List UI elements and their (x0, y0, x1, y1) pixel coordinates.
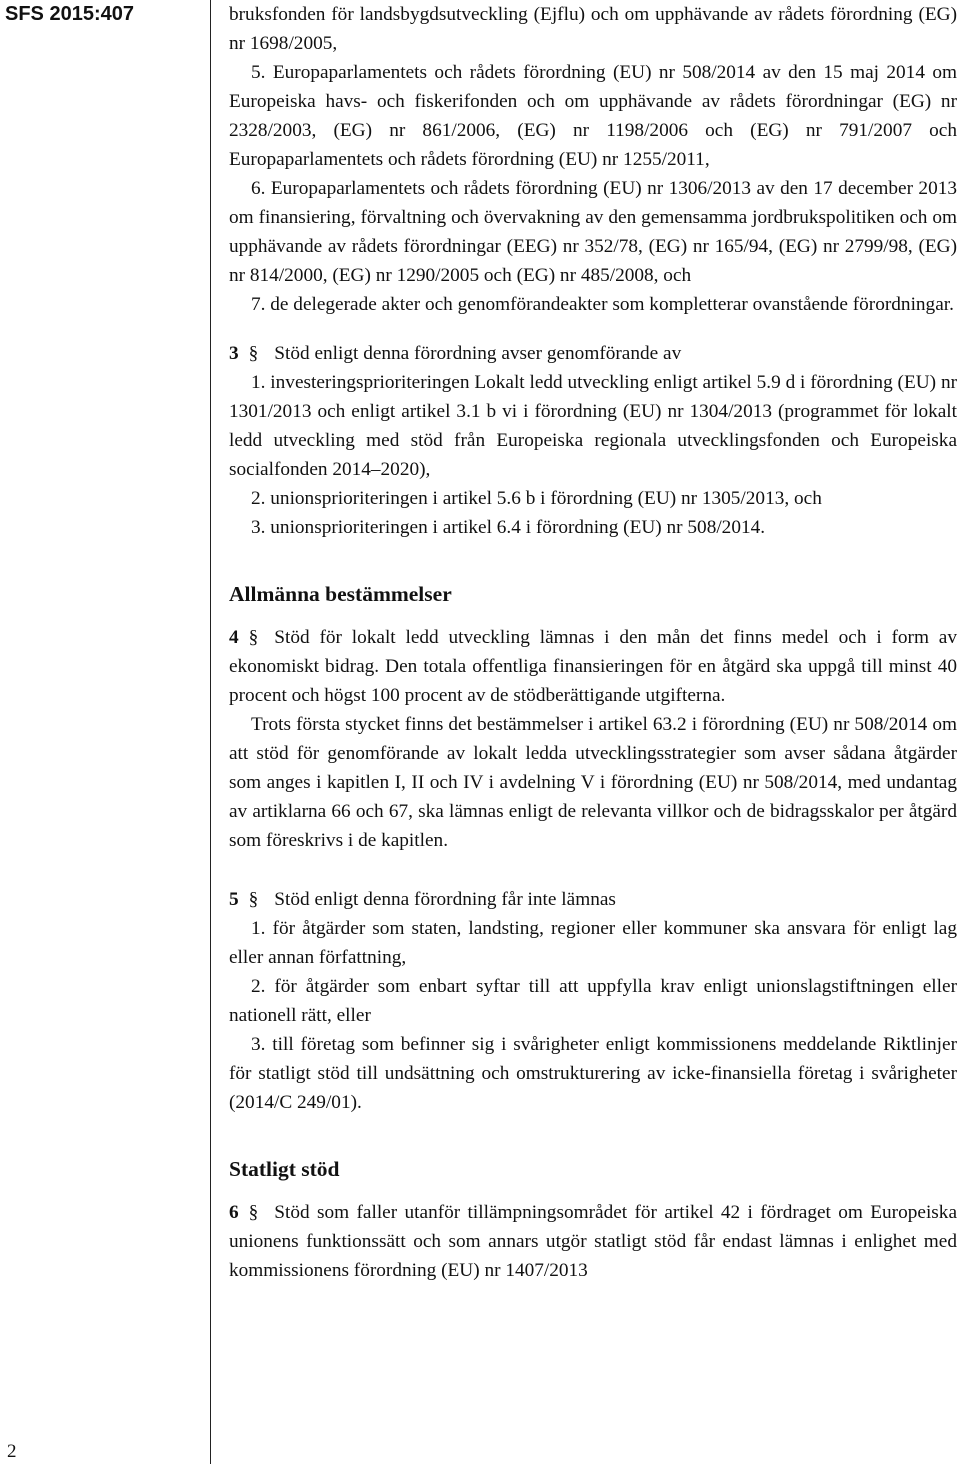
section-5-item-3: 3. till företag som befinner sig i svårigheter enligt kommissionens meddelande Riktlinjer för statligt stöd till undsättning och omstrukturering av icke-finansiella företag i svårigheter (2014/C 249/01). (229, 1034, 957, 1113)
section-3-intro: 3 § Stöd enligt denna förordning avser genomförande av (229, 343, 682, 364)
section-5-item-2: 2. för åtgärder som enbart syftar till att uppfylla krav enligt unionslagstiftningen eller nationell rätt, eller (229, 976, 957, 1026)
section-5-number: 5 § (229, 889, 259, 910)
section-6-text: 6 § Stöd som faller utanför tillämpningsområdet för artikel 42 i fördraget om Europeiska unionens funktionssätt och som annars utgör statligt stöd får endast lämnas i enlighet med kommissionens förordning (EU) nr 1407/2013 (229, 1202, 957, 1281)
page-number: 2 (7, 1441, 17, 1462)
section-3-item-1: 1. investeringsprioriteringen Lokalt ledd utveckling enligt artikel 5.9 d i förordning (EU) nr 1301/2013 och enligt artikel 3.1 b vi i förordning (EU) nr 1304/2013 (programmet för lokalt ledd utveckling med stöd från Europeiska regionala utvecklingsfonden och Europeiska socialfonden 2014–2020), (229, 372, 957, 480)
spacer (229, 319, 957, 339)
section-5-item-1: 1. för åtgärder som staten, landsting, regioner eller kommuner ska ansvara för enligt lag eller annan författning, (229, 918, 957, 968)
list-item-continued: bruksfonden för landsbygdsutveckling (Ejflu) och om upphävande av rådets förordning (EG) nr 1698/2005, (229, 4, 957, 54)
document-body (229, 0, 957, 1285)
spacer (229, 542, 957, 580)
section-4-text: 4 § Stöd för lokalt ledd utveckling lämnas i den mån det finns medel och i form av ekonomiskt bidrag. Den totala offentliga finansieringen för en åtgärd ska uppgå till minst 40 procent och högst 100 procent av de stödberättigande utgifterna. (229, 627, 957, 706)
heading-state-aid: Statligt stöd (229, 1157, 340, 1181)
section-3-number: 3 § (229, 343, 259, 364)
spacer (229, 855, 957, 885)
section-4-number: 4 § (229, 627, 259, 648)
list-item-7: 7. de delegerade akter och genomförandeakter som kompletterar ovanstående förordningar. (251, 294, 954, 315)
heading-general-provisions: Allmänna bestämmelser (229, 582, 452, 606)
section-3-item-2: 2. unionsprioriteringen i artikel 5.6 b i förordning (EU) nr 1305/2013, och (251, 488, 822, 509)
section-3-item-3: 3. unionsprioriteringen i artikel 6.4 i förordning (EU) nr 508/2014. (251, 517, 766, 538)
spacer (229, 1117, 957, 1155)
section-4-second-paragraph: Trots första stycket finns det bestämmelser i artikel 63.2 i förordning (EU) nr 508/2014 om att stöd för genomförande av lokalt ledda utvecklingsstrategier som avser sådana åtgärder som anges i kapitlen I, II och IV i avdelning V i förordning (EU) nr 508/2014, med undantag av artiklarna 66 och 67, ska lämnas enligt de relevanta villkor och de bidragsskalor per åtgärd som föreskrivs i de kapitlen. (229, 714, 957, 851)
section-5-intro: 5 § Stöd enligt denna förordning får inte lämnas (229, 889, 616, 910)
section-6-number: 6 § (229, 1202, 259, 1223)
margin-divider (210, 0, 211, 1464)
sfs-number: SFS 2015:407 (5, 3, 134, 25)
list-item-5: 5. Europaparlamentets och rådets förordning (EU) nr 508/2014 av den 15 maj 2014 om Europeiska havs- och fiskerifonden och om upphävande av rådets förordningar (EG) nr 2328/2003, (EG) nr 861/2006, (EG) nr 1198/2006 och (EG) nr 791/2007 och Europaparlamentets och rådets förordning (EU) nr 1255/2011, (229, 62, 957, 170)
list-item-6: 6. Europaparlamentets och rådets förordning (EU) nr 1306/2013 av den 17 december 2013 om finansiering, förvaltning och övervakning av den gemensamma jordbrukspolitiken och om upphävande av rådets förordningar (EEG) nr 352/78, (EG) nr 165/94, (EG) nr 2799/98, (EG) nr 814/2000, (EG) nr 1290/2005 och (EG) nr 485/2008, och (229, 178, 957, 286)
